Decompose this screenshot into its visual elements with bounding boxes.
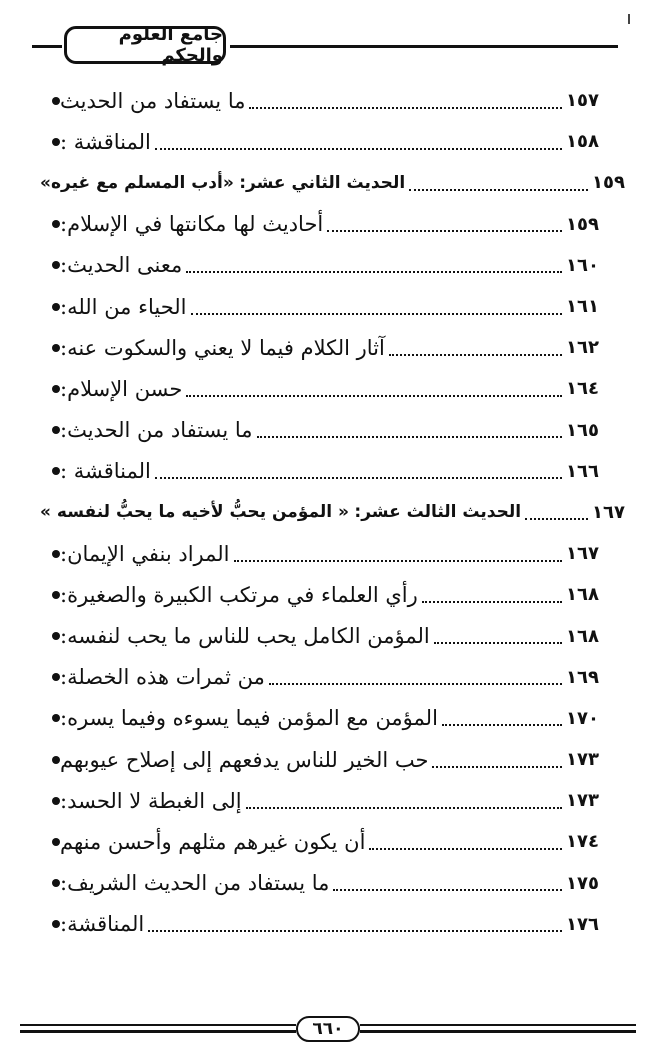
dot-leader <box>525 518 588 520</box>
bullet-icon <box>52 797 60 805</box>
entry-page-number: ١٧٥ <box>566 872 599 894</box>
toc-entry <box>40 657 610 698</box>
table-of-contents <box>40 80 625 945</box>
toc-entry <box>40 739 610 780</box>
bullet-icon <box>52 261 60 269</box>
bullet-icon <box>52 920 60 928</box>
dot-leader <box>246 807 562 809</box>
dot-leader <box>186 395 562 397</box>
heading-title: « المؤمن يحبُّ لأخيه ما يحبُّ لنفسه » <box>40 502 349 523</box>
entry-page-number: ١٦١ <box>566 296 599 318</box>
entry-text: ما يستفاد من الحديث <box>60 88 246 113</box>
toc-entry <box>40 780 610 821</box>
toc-entry <box>40 615 610 656</box>
entry-text: إلى الغبطة لا الحسد: <box>60 788 242 813</box>
entry-text: رأي العلماء في مرتكب الكبيرة والصغيرة: <box>60 582 418 607</box>
entry-text: المناقشة : <box>60 129 151 154</box>
entry-page-number: ١٦٨ <box>566 584 599 606</box>
dot-leader <box>409 189 588 191</box>
bullet-icon <box>52 344 60 352</box>
entry-page-number: ١٦٩ <box>566 666 599 688</box>
header-rule-right <box>230 45 618 48</box>
entry-text: المراد بنفي الإيمان: <box>60 541 230 566</box>
heading-title: «أدب المسلم مع غيره» <box>40 172 234 193</box>
dot-leader <box>327 230 562 232</box>
footer-rule-right-bottom <box>360 1030 636 1033</box>
toc-entry <box>40 410 610 451</box>
toc-entry <box>40 698 610 739</box>
entry-page-number: ١٦٧ <box>566 543 599 565</box>
dot-leader <box>148 930 562 932</box>
toc-entry <box>40 863 610 904</box>
entry-text: حسن الإسلام: <box>60 376 183 401</box>
toc-entry <box>40 368 610 409</box>
entry-page-number: ١٥٧ <box>566 90 599 112</box>
bullet-icon <box>52 138 60 146</box>
entry-text: أحاديث لها مكانتها في الإسلام: <box>60 212 324 237</box>
entry-page-number: ١٦٧ <box>592 501 625 523</box>
dot-leader <box>269 683 562 685</box>
entry-text: حب الخير للناس يدفعهم إلى إصلاح عيوبهم <box>60 747 429 772</box>
entry-text: المناقشة : <box>60 459 151 484</box>
dot-leader <box>369 848 562 850</box>
entry-page-number: ١٧٣ <box>566 749 599 771</box>
running-header <box>14 22 618 70</box>
bullet-icon <box>52 303 60 311</box>
entry-page-number: ١٦٦ <box>566 460 599 482</box>
bullet-icon <box>52 714 60 722</box>
footer-rule-left-top <box>20 1024 296 1026</box>
entry-page-number: ١٦٤ <box>566 378 599 400</box>
toc-entry <box>40 821 610 862</box>
toc-heading <box>40 492 636 533</box>
dot-leader <box>155 148 562 150</box>
page-footer <box>0 1010 646 1050</box>
toc-entry <box>40 451 610 492</box>
bullet-icon <box>52 632 60 640</box>
bullet-icon <box>52 756 60 764</box>
dot-leader <box>333 889 562 891</box>
toc-entry <box>40 286 610 327</box>
toc-entry <box>40 904 610 945</box>
entry-text: ما يستفاد من الحديث: <box>60 418 253 443</box>
entry-text: أن يكون غيرهم مثلهم وأحسن منهم <box>60 829 366 854</box>
dot-leader <box>191 313 562 315</box>
bullet-icon <box>52 838 60 846</box>
entry-page-number: ١٦٠ <box>566 254 599 276</box>
dot-leader <box>442 724 562 726</box>
toc-entry <box>40 327 610 368</box>
bullet-icon <box>52 426 60 434</box>
toc-heading <box>40 162 636 203</box>
entry-page-number: ١٧٠ <box>566 707 599 729</box>
heading-text <box>40 502 521 522</box>
bullet-icon <box>52 673 60 681</box>
entry-text: من ثمرات هذه الخصلة: <box>60 665 265 690</box>
corner-mark <box>628 14 630 24</box>
entry-page-number: ١٧٦ <box>566 913 599 935</box>
dot-leader <box>432 766 562 768</box>
entry-page-number: ١٥٩ <box>592 172 625 194</box>
toc-entry <box>40 80 610 121</box>
entry-text: المؤمن الكامل يحب للناس ما يحب لنفسه: <box>60 624 430 649</box>
bullet-icon <box>52 220 60 228</box>
entry-page-number: ١٧٣ <box>566 790 599 812</box>
toc-entry <box>40 574 610 615</box>
bullet-icon <box>52 879 60 887</box>
dot-leader <box>234 560 563 562</box>
heading-label: الحديث الثاني عشر: <box>239 172 406 193</box>
heading-label: الحديث الثالث عشر: <box>354 502 522 523</box>
bullet-icon <box>52 385 60 393</box>
dot-leader <box>434 642 562 644</box>
toc-entry <box>40 533 610 574</box>
dot-leader <box>186 271 562 273</box>
dot-leader <box>249 107 562 109</box>
footer-rule-right-top <box>360 1024 636 1026</box>
dot-leader <box>389 354 562 356</box>
entry-text: المؤمن مع المؤمن فيما يسوءه وفيما يسره: <box>60 706 438 731</box>
entry-page-number: ١٦٨ <box>566 625 599 647</box>
entry-text: آثار الكلام فيما لا يعني والسكوت عنه: <box>60 335 385 360</box>
toc-entry <box>40 121 610 162</box>
toc-entry <box>40 245 610 286</box>
book-title: جامع العلوم والحكم <box>64 26 226 64</box>
heading-text <box>40 173 405 193</box>
entry-text: معنى الحديث: <box>60 253 183 278</box>
bullet-icon <box>52 550 60 558</box>
toc-entry <box>40 204 610 245</box>
entry-page-number: ١٥٨ <box>566 131 599 153</box>
bullet-icon <box>52 97 60 105</box>
dot-leader <box>422 601 562 603</box>
entry-page-number: ١٧٤ <box>566 831 599 853</box>
entry-page-number: ١٥٩ <box>566 213 599 235</box>
entry-page-number: ١٦٥ <box>566 419 599 441</box>
dot-leader <box>257 436 562 438</box>
dot-leader <box>155 477 562 479</box>
entry-text: ما يستفاد من الحديث الشريف: <box>60 871 330 896</box>
header-rule-left <box>32 45 62 48</box>
entry-text: الحياء من الله: <box>60 294 187 319</box>
bullet-icon <box>52 467 60 475</box>
entry-page-number: ١٦٢ <box>566 337 599 359</box>
bullet-icon <box>52 591 60 599</box>
page-number: ٦٦٠ <box>296 1016 360 1042</box>
footer-rule-left-bottom <box>20 1030 296 1033</box>
entry-text: المناقشة: <box>60 912 145 937</box>
